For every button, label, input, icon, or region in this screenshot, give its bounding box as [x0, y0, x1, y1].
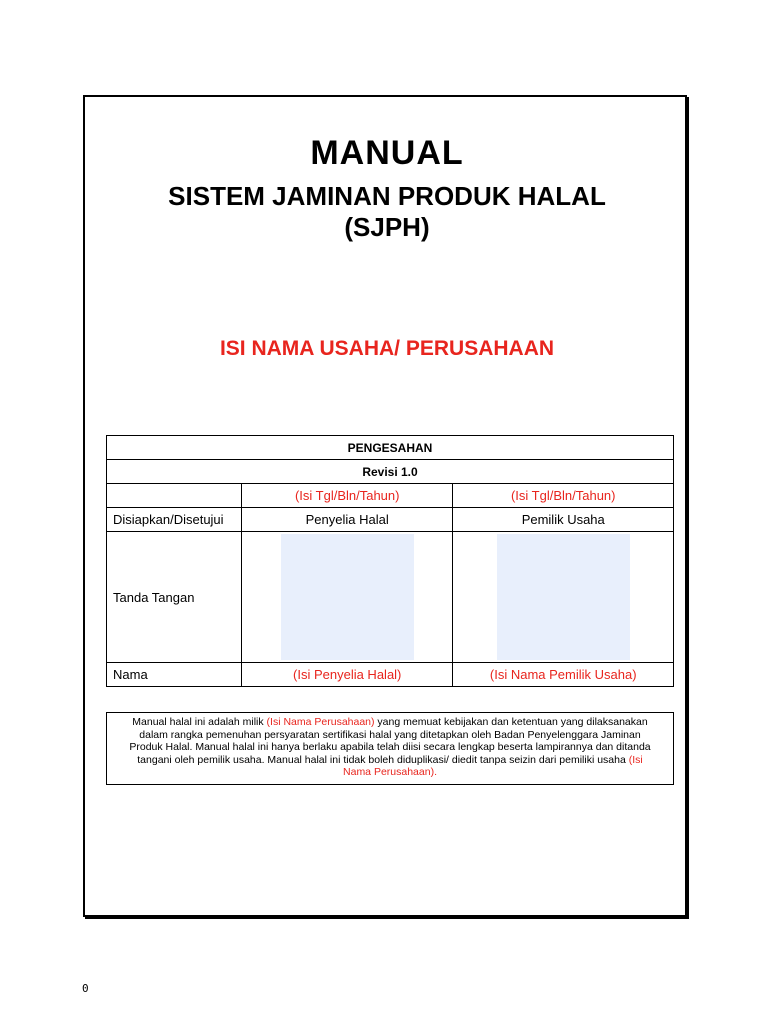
table-row	[107, 436, 674, 460]
name-pemilik: (Isi Nama Pemilik Usaha)	[453, 663, 674, 687]
table-row	[107, 484, 674, 508]
note-text-1: Manual halal ini adalah milik	[132, 716, 267, 728]
name-label: Nama	[107, 663, 242, 687]
signature-box-penyelia[interactable]	[281, 534, 414, 660]
note-company-1: (Isi Nama Perusahaan)	[266, 716, 375, 728]
name-penyelia: (Isi Penyelia Halal)	[241, 663, 453, 687]
empty-cell	[107, 484, 242, 508]
role-penyelia: Penyelia Halal	[241, 508, 453, 532]
revision-label: Revisi 1.0	[107, 460, 674, 484]
role-pemilik: Pemilik Usaha	[453, 508, 674, 532]
note-company-2: (Isi Nama Perusahaan).	[343, 753, 643, 778]
ownership-note	[106, 712, 674, 785]
approval-table	[106, 435, 674, 687]
date-cell-penyelia: (Isi Tgl/Bln/Tahun)	[241, 484, 453, 508]
signature-cell-pemilik	[453, 532, 674, 663]
signature-cell-penyelia	[241, 532, 453, 663]
table-row	[107, 460, 674, 484]
company-name-placeholder: ISI NAMA USAHA/ PERUSAHAAN	[219, 337, 555, 360]
document-subtitle-line1: SISTEM JAMINAN PRODUK HALAL	[168, 181, 606, 211]
table-row	[107, 663, 674, 687]
page-number: 0	[82, 982, 89, 995]
date-cell-pemilik: (Isi Tgl/Bln/Tahun)	[453, 484, 674, 508]
document-title: MANUAL	[310, 134, 464, 172]
document-subtitle-line2: (SJPH)	[344, 212, 430, 242]
signature-box-pemilik[interactable]	[497, 534, 630, 660]
approval-header: PENGESAHAN	[107, 436, 674, 460]
note-text-2: yang memuat kebijakan dan ketentuan yang dilaksanakan dalam rangka pemenuhan persyaratan sertifikasi halal yang ditetapkan oleh Badan Penyelenggara Jaminan Produk Halal. Manual halal ini hanya berlaku apabila telah diisi secara lengkap beserta lampirannya dan ditanda tangani oleh pemilik usaha. Manual halal ini tidak boleh diduplikasi/ diedit tanpa seizin dari pemiliki usaha	[129, 716, 651, 766]
table-row	[107, 532, 674, 663]
table-row	[107, 508, 674, 532]
prepared-label: Disiapkan/Disetujui	[107, 508, 242, 532]
signature-label: Tanda Tangan	[107, 532, 242, 663]
